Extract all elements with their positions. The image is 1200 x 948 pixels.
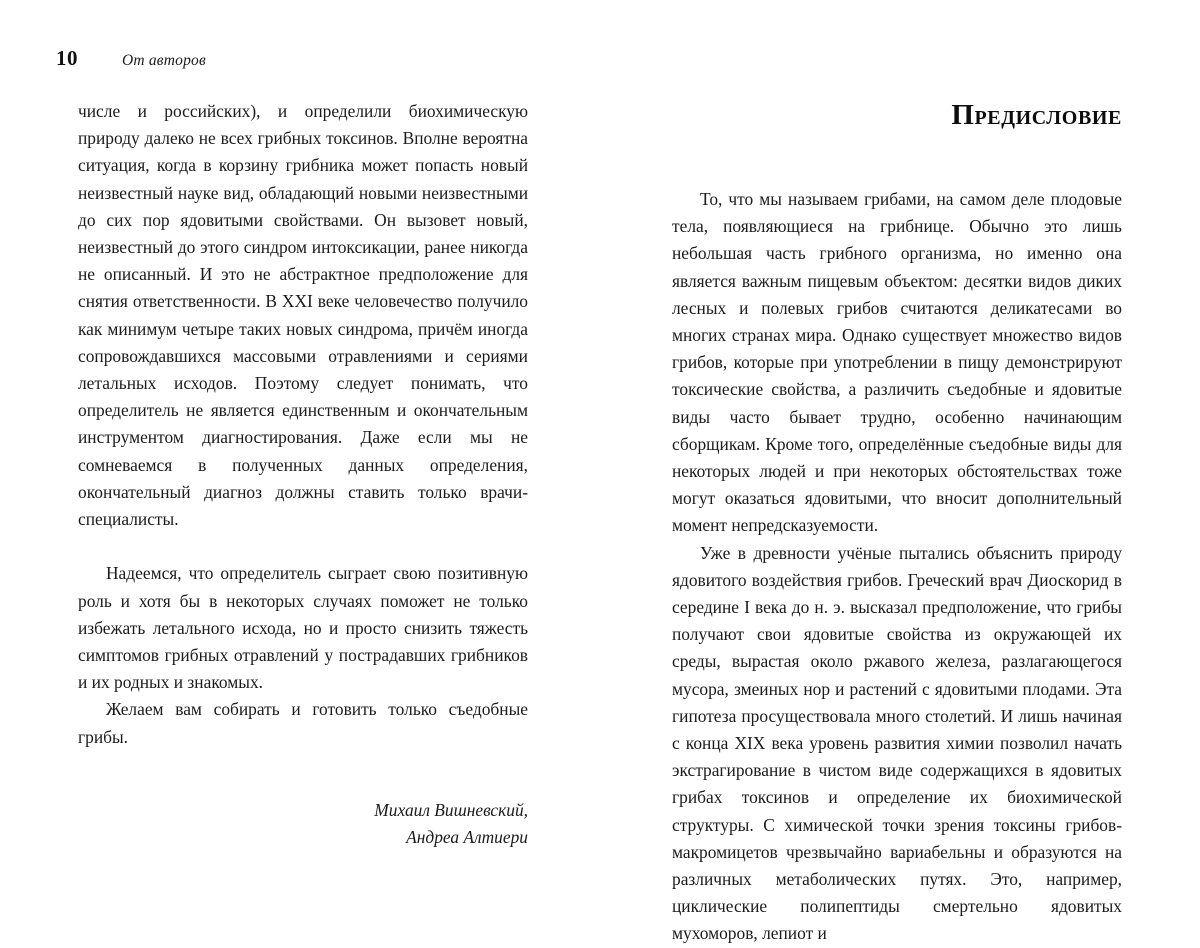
right-column-body — [672, 186, 1122, 948]
paragraph: Надеемся, что определитель сыграет свою позитивную роль и хотя бы в некоторых случаях поможет не только избежать летального исхода, но и просто снизить тяжесть симптомов грибных отравлений у пострадавших грибников и их родных и знакомых. — [78, 563, 528, 693]
paragraph: Уже в древности учёные пытались объяснить природу ядовитого воздействия грибов. Греческий врач Диоскорид в середине I века до н. э. высказал предположение, что грибы получают свои ядовитые свойства из окружающей их среды, вырастая около ржавого железа, разлагающегося мусора, змеиных нор и растений с ядовитыми плодами. Эта гипотеза просуществовала много столетий. И лишь начиная с конца XIX века уровень развития химии позволил начать экстрагирование в чистом виде содержащихся в ядовитых грибах токсинов и определение их биохимической структуры. С химической точки зрения токсины грибов-макромицетов чрезвычайно вариабельны и образуются на различных метаболических путях. Это, например, циклические полипептиды смертельно ядовитых мухоморов, лепиот и — [672, 542, 1122, 944]
left-column — [78, 98, 528, 851]
page-number: 10 — [56, 46, 78, 70]
right-column — [672, 186, 1122, 948]
signature-line: Михаил Вишневский, — [374, 799, 528, 820]
paragraph: То, что мы называем грибами, на самом деле плодовые тела, появляющиеся на грибнице. Обычно это лишь небольшая часть грибного организма, но именно она является важным пищевым объектом: десятки видов диких лесных и полевых грибов считаются деликатесами во многих странах мира. Однако существует множество видов грибов, которые при употреблении в пищу демонстрируют токсические свойства, а различить съедобные и ядовитые виды часто бывает трудно, особенно начинающим сборщикам. Кроме того, определённые съедобные виды для некоторых людей и при некоторых обстоятельствах тоже могут оказаться ядовитыми, что вносит дополнительный момент непредсказуемости. — [672, 189, 1122, 536]
chapter-title: Предисловие — [951, 99, 1122, 131]
left-column-body — [78, 98, 528, 751]
paragraph: Желаем вам собирать и готовить только съедобные грибы. — [78, 699, 528, 747]
author-signature — [78, 797, 528, 851]
signature-line: Андреа Алтиери — [406, 827, 528, 848]
running-head-title: От авторов — [122, 52, 206, 69]
paragraph: числе и российских), и определили биохимическую природу далеко не всех грибных токсинов. Вполне вероятна ситуация, когда в корзину грибника может попасть новый неизвестный науке вид, обладающий новыми неизвестными до сих пор ядовитыми свойствами. Он вызовет новый, неизвестный до этого синдром интоксикации, ранее никогда не описанный. И это не абстрактное предположение для снятия ответственности. В XXI веке человечество получило как минимум четыре таких новых синдрома, причём иногда сопровождавшихся массовыми отравлениями и сериями летальных исходов. Поэтому следует понимать, что определитель не является единственным и окончательным инструментом диагностирования. Даже если мы не сомневаемся в полученных данных определения, окончательный диагноз должны ставить только врачи-специалисты. — [78, 101, 528, 530]
